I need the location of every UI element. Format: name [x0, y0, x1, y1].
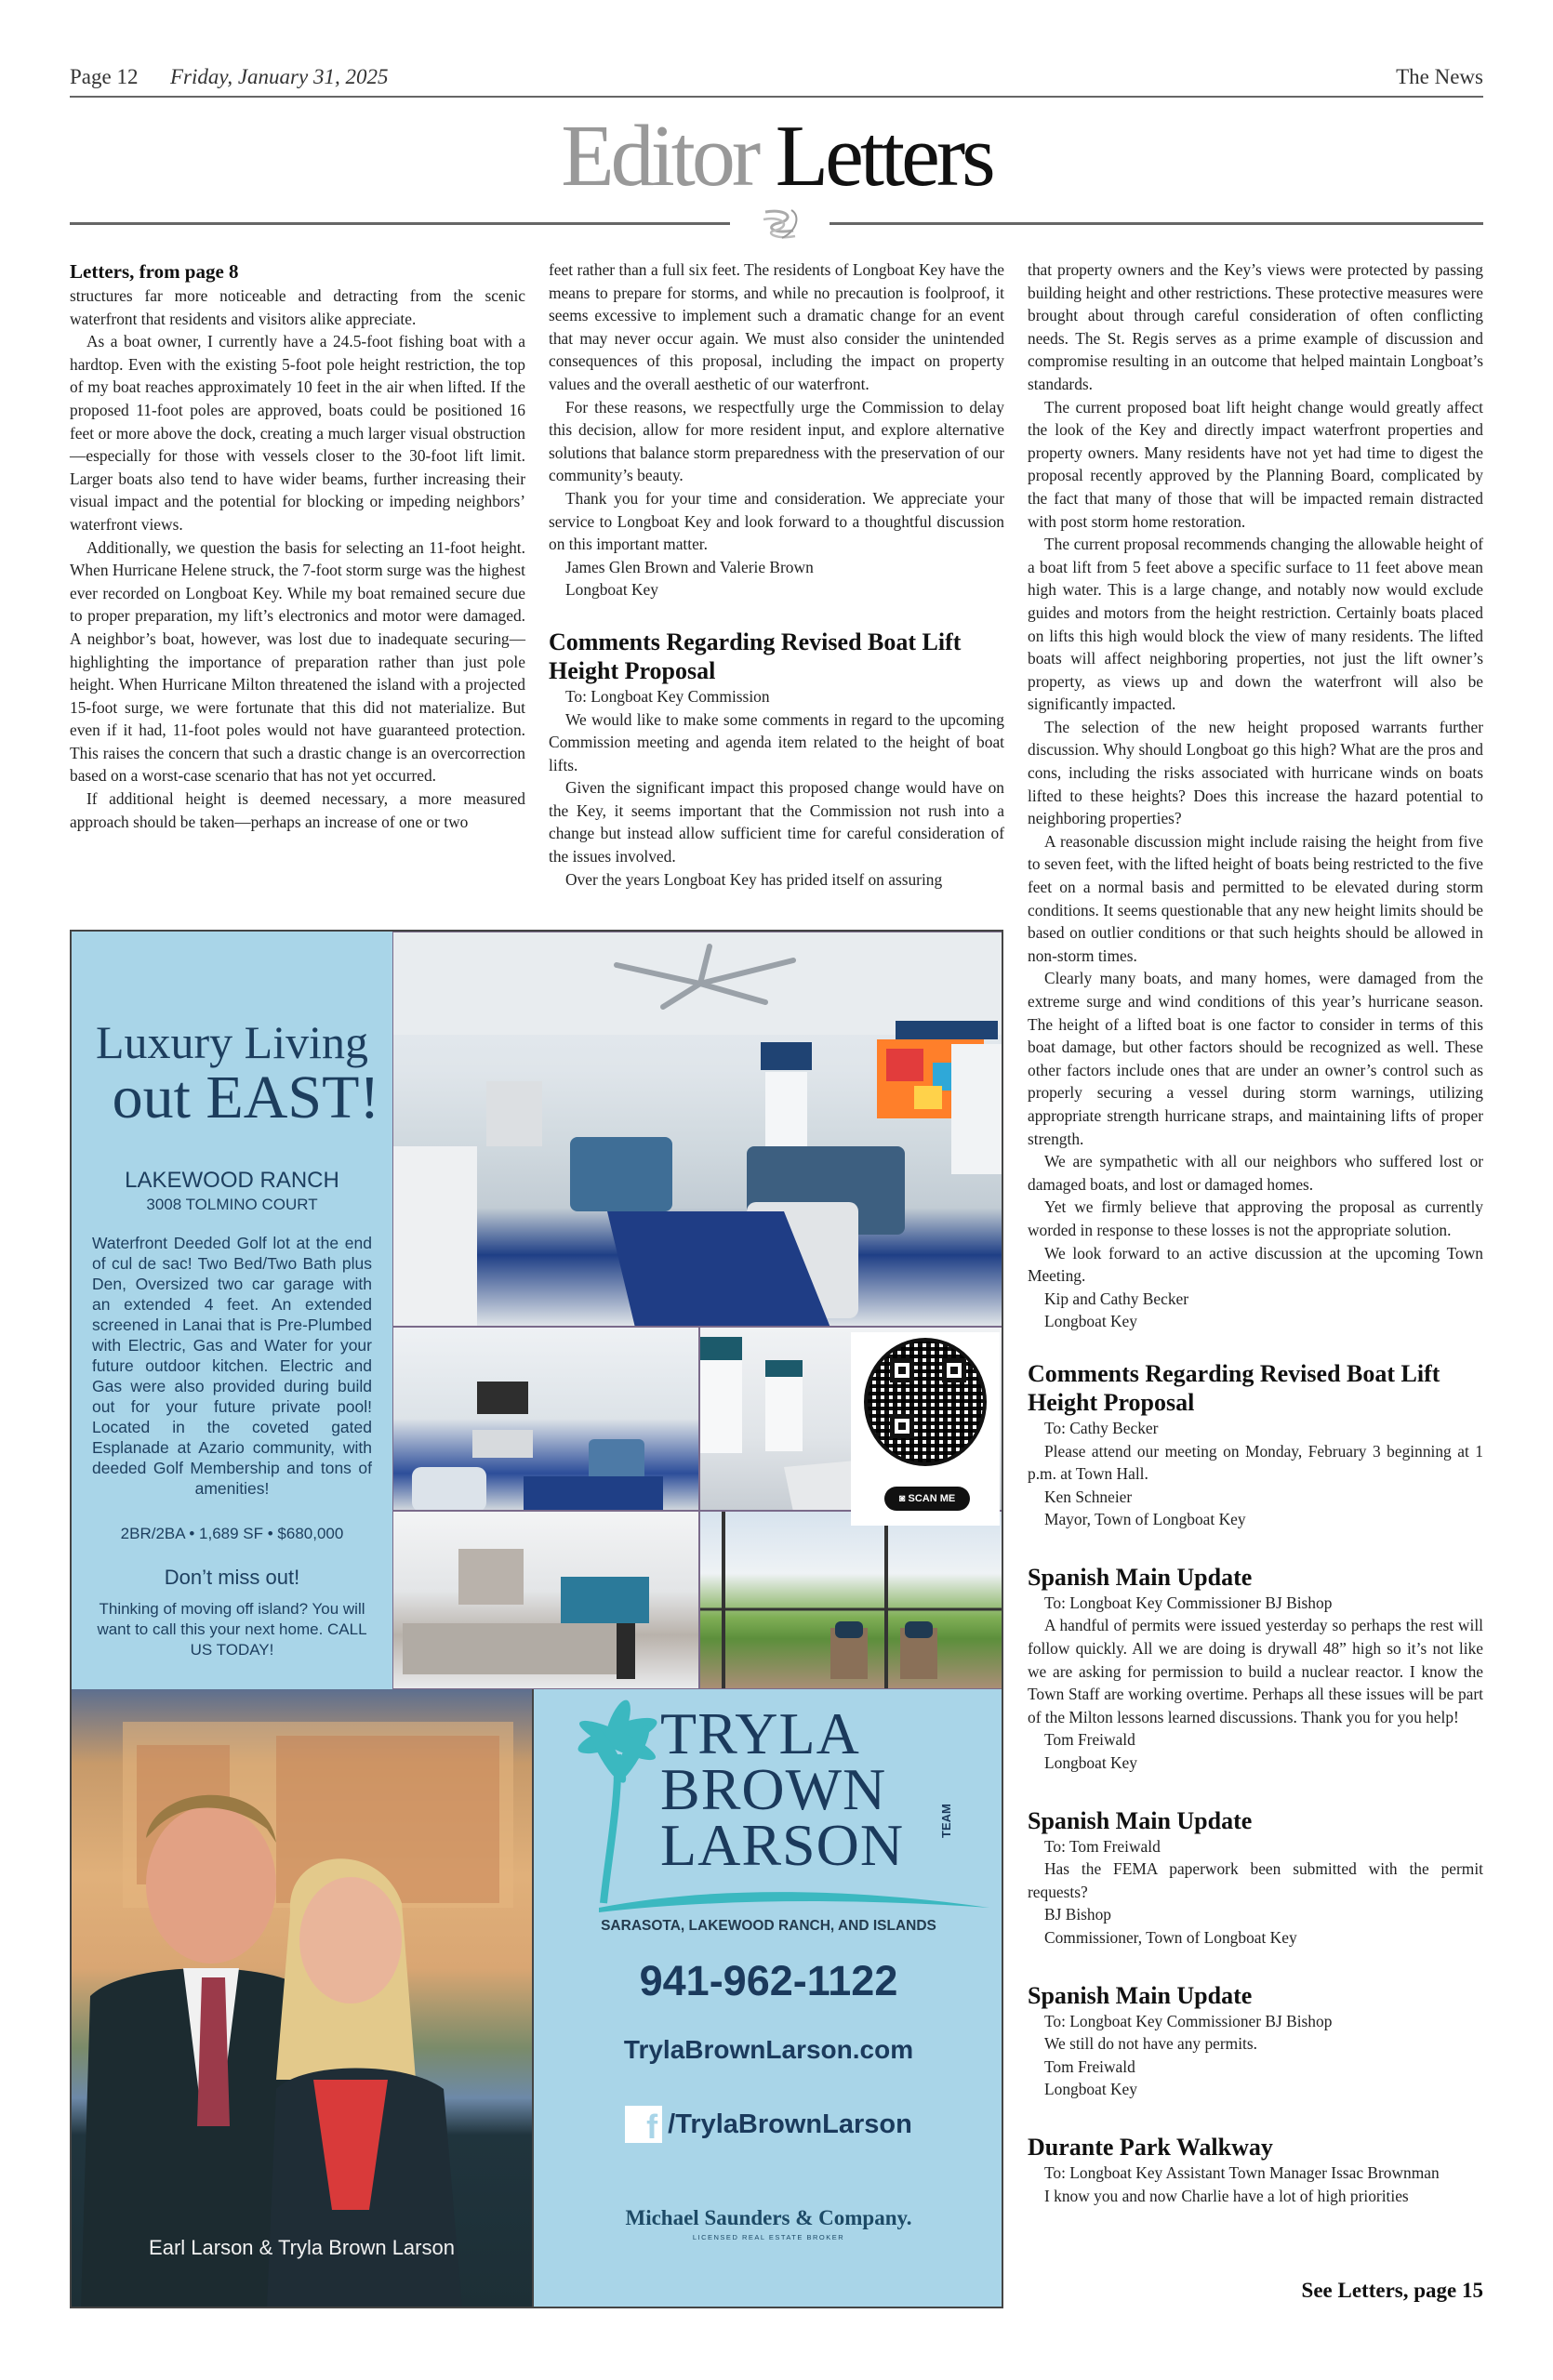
ad-headline-2: out EAST!: [112, 1064, 380, 1131]
body-paragraph: We are sympathetic with all our neighbors who suffered lost or damaged boats, and lost or damaged homes.: [1028, 1152, 1483, 1194]
letter-recipient: To: Tom Freiwald: [1044, 1836, 1161, 1856]
page-number: Page 12: [70, 65, 139, 88]
signature-location: Longboat Key: [1044, 1312, 1137, 1331]
signature-name: Kip and Cathy Becker: [1044, 1289, 1189, 1308]
letter: [1028, 1806, 1483, 1950]
body-paragraph: Clearly many boats, and many homes, were damaged from the extreme surge and wind conditions of this year’s hurricane season. The height of a lifted boat is one factor to consider in terms of this boat damage, but other factors should be recognized as well. These other factors include ones that are under an owner’s control such as properly securing a vessel during storm warnings, utilizing appropriate strength hurricane straps, and maintaining lifts of proper strength.: [1028, 969, 1483, 1148]
facebook-link[interactable]: [534, 2106, 1003, 2146]
letter-headline: Durante Park Walkway: [1028, 2133, 1273, 2161]
letter-recipient: To: Longboat Key Assistant Town Manager Issac Brownman: [1044, 2162, 1440, 2182]
lanai-illustration: [700, 1512, 1003, 1689]
listing-specs: 2BR/2BA • 1,689 SF • $680,000: [120, 1525, 344, 1542]
section-title-light: Editor: [561, 108, 758, 205]
letter: [1028, 1563, 1483, 1775]
body-paragraph: Additionally, we question the basis for selecting an 11-foot height. When Hurricane Helene struck, the 7-foot storm surge was the highest ever recorded on Longboat Key. While my boat remained secure due to proper preparation, my lift’s electronics and motor were damaged. A neighbor’s boat, however, was lost due to inadequate securing—highlighting the importance of preparation rather than just pole height. When Hurricane Milton threatened the island with a projected 15-foot surge, we were fortunate that this did not materialize. But even if it had, 11-foot poles would not have guaranteed protection. This raises the concern that such a drastic change is an overcorrection based on a worst-case scenario that has not yet occurred.: [70, 537, 525, 786]
broker-logo: Michael Saunders & Company.: [625, 2206, 912, 2229]
broker-subtitle: LICENSED REAL ESTATE BROKER: [692, 2233, 845, 2241]
brand-tagline: SARASOTA, LAKEWOOD RANCH, AND ISLANDS: [601, 1918, 936, 1934]
body-paragraph: For these reasons, we respectfully urge the Commission to delay this decision, allow for more resident input, and explore alternative solutions that balance storm preparedness with the preservation of our community’s beauty.: [549, 397, 1004, 485]
signature-name: Ken Schneier: [1044, 1487, 1133, 1506]
letter-headline: Spanish Main Update: [1028, 1806, 1253, 1834]
listing-description: Waterfront Deeded Golf lot at the end of cul de sac! Two Bed/Two Bath plus Den, Oversized two car garage with an extended 4 feet. An extended screened in Lanai that is Pre-Plumbed with Electric, Gas and Water for your future outdoor kitchen. Electric and Gas were also provided during build out for your future private pool! Located in the coveted gated Esplanade at Azario community, with deeded Golf Membership and tons of amenities!: [92, 1234, 372, 1498]
ad-headline: Luxury Living: [95, 1016, 369, 1068]
letter-recipient: To: Cathy Becker: [1044, 1418, 1159, 1437]
camera-icon: ◙: [898, 1493, 909, 1504]
issue-date: Friday, January 31, 2025: [170, 65, 389, 88]
body-paragraph: feet rather than a full six feet. The residents of Longboat Key have the means to prepare for storms, and while no precaution is foolproof, it seems excessive to implement such a dramatic change for an event that may never occur again. We must also consider the unintended consequences of this proposal, including the impact on property values and the overall aesthetic of our waterfront.: [549, 260, 1004, 393]
body-paragraph: The current proposed boat lift height change would greatly affect the look of the Key and directly impact waterfront properties and property owners. Many residents have not yet had time to digest the proposal recently approved by the Planning Board, complicated by the fact that many of those that will be impacted remain distracted with post storm home restoration.: [1028, 397, 1483, 531]
body-paragraph: We still do not have any permits.: [1044, 2034, 1257, 2054]
signature-location: Mayor, Town of Longboat Key: [1044, 1510, 1246, 1529]
letter-recipient: To: Longboat Key Commissioner BJ Bishop: [1044, 1593, 1333, 1612]
body-paragraph: As a boat owner, I currently have a 24.5-foot fishing boat with a hardtop. Even with the existing 5-foot pole height restriction, the top of my boat reaches approximately 10 feet in the air when lifted. If the proposed 11-foot poles are approved, boats could be positioned 16 feet or more above the dock, creating a much larger visual obstruction—especially for those with vessels closer to the 30-foot lift limit. Larger boats also tend to have wider beams, further increasing their visual impact and the potential for blocking or impeding neighbors’ waterfront views.: [70, 332, 525, 534]
body-paragraph: If additional height is deemed necessary, a more measured approach should be taken—perhaps an increase of one or two: [70, 789, 525, 831]
phone-number[interactable]: 941-962-1122: [639, 1957, 898, 2004]
letter: [1028, 1359, 1483, 1531]
divider-left: [70, 222, 730, 225]
family-room-illustration: [393, 1328, 699, 1511]
body-paragraph: structures far more noticeable and detracting from the scenic waterfront that residents and visitors alike appreciate.: [70, 286, 525, 328]
scan-me-label: SCAN ME: [908, 1493, 956, 1504]
letter-headline: Spanish Main Update: [1028, 1981, 1253, 2009]
body-paragraph: A handful of permits were issued yesterday so perhaps the rest will follow quickly. All we are doing is drywall 48” high so it’s not like we are asking for permission to build a nuclear reactor. I know the Town Staff are working overtime. Perhaps all these issues will be part of the Milton lessons learned discussions. Thank you for you help!: [1028, 1616, 1483, 1726]
signature-location: Longboat Key: [1044, 1753, 1137, 1773]
lanai-photo: [699, 1511, 1003, 1689]
letter-recipient: To: Longboat Key Commissioner BJ Bishop: [1044, 2011, 1333, 2030]
body-paragraph: We look forward to an active discussion at the upcoming Town Meeting.: [1028, 1243, 1483, 1286]
body-paragraph: I know you and now Charlie have a lot of high priorities: [1044, 2186, 1409, 2205]
ad-cta: Don’t miss out!: [164, 1566, 300, 1589]
section-title: [0, 110, 1553, 203]
signature-location: Longboat Key: [565, 580, 658, 600]
kitchen-illustration: [393, 1512, 699, 1689]
letter-headline: Comments Regarding Revised Boat Lift Height Proposal: [1028, 1359, 1440, 1416]
body-paragraph: Yet we firmly believe that approving the proposal as currently worded in response to these losses is not the appropriate solution.: [1028, 1197, 1483, 1239]
divider-right: [830, 222, 1483, 225]
signature-location: Commissioner, Town of Longboat Key: [1044, 1928, 1297, 1947]
agents-caption: Earl Larson & Tryla Brown Larson: [149, 2236, 455, 2259]
living-room-photo: [392, 932, 1003, 1327]
swirl-ornament-icon: [737, 206, 821, 244]
ad-cta-body: Thinking of moving off island? You will want to call this your next home. CALL US TODAY!: [97, 1600, 367, 1659]
letter-headline: Comments Regarding Revised Boat Lift Height Proposal: [549, 628, 962, 684]
brand-panel: [534, 1689, 1003, 2308]
continued-jump-link[interactable]: See Letters, page 15: [1301, 2279, 1483, 2302]
body-paragraph: Given the significant impact this proposed change would have on the Key, it seems important that the Commission not rush into a change but instead allow sufficient time for careful consideration of the issues involved.: [549, 778, 1004, 866]
listing-community: LAKEWOOD RANCH: [125, 1168, 339, 1193]
body-paragraph: Over the years Longboat Key has prided itself on assuring: [565, 869, 943, 889]
listing-address: 3008 TOLMINO COURT: [146, 1196, 318, 1213]
living-room-illustration: [393, 932, 1003, 1327]
kitchen-photo: [392, 1511, 699, 1689]
column-3: [1028, 258, 1483, 2207]
jump-kicker: Letters, from page 8: [70, 260, 239, 283]
family-room-photo: [392, 1327, 699, 1511]
logo-line: BROWN: [660, 1756, 887, 1822]
agents-illustration: [72, 1689, 534, 2308]
letter-headline: Spanish Main Update: [1028, 1563, 1253, 1591]
signature-name: Tom Freiwald: [1044, 2056, 1135, 2076]
signature-name: Tom Freiwald: [1044, 1730, 1135, 1750]
scan-me-button[interactable]: [884, 1487, 970, 1511]
letter-recipient: To: Longboat Key Commission: [565, 686, 770, 706]
body-paragraph: We would like to make some comments in regard to the upcoming Commission meeting and agenda item related to the height of boat lifts.: [549, 709, 1004, 774]
running-header: [70, 65, 1483, 97]
body-paragraph: Has the FEMA paperwork been submitted with the permit requests?: [1028, 1859, 1483, 1901]
qr-pattern: [864, 1338, 987, 1466]
logo-line: LARSON: [660, 1812, 905, 1878]
logo-line: TRYLA: [660, 1700, 860, 1766]
brand-logo: [586, 1700, 976, 1906]
real-estate-ad: [70, 930, 1003, 2308]
letter: [1028, 1981, 1483, 2101]
body-paragraph: Thank you for your time and consideration. We appreciate your service to Longboat Key and look forward to a thoughtful discussion on this important matter.: [549, 488, 1004, 554]
publication-name: The News: [1396, 65, 1483, 88]
header-rule: [70, 96, 1483, 98]
qr-finder: [890, 1414, 914, 1438]
section-title-dark: Letters: [775, 108, 992, 205]
body-paragraph: The current proposal recommends changing the allowable height of a boat lift from 5 feet above a specific surface to 11 feet above mean high water. This is a large change, and notably now would exclude guides and motors from the height restriction. Certainly boats placed on lifts this high would block the view of many residents. The lifted boats will affect neighboring properties, not just the lift owner’s property, as views up and down the waterfront will also be significantly impacted.: [1028, 535, 1483, 714]
logo-team: TEAM: [939, 1804, 953, 1838]
signature-name: James Glen Brown and Valerie Brown: [565, 557, 814, 576]
body-paragraph: A reasonable discussion might include raising the height from five to seven feet, with the lifted height of boats being restricted to the five feet on a normal basis and permitted to be elevated during storm conditions. It seems questionable that any new height limits should be based on outlier conditions or that such heights should be allowed in non-storm times.: [1028, 831, 1483, 965]
facebook-handle: /TrylaBrownLarson: [668, 2109, 912, 2139]
signature-name: BJ Bishop: [1044, 1905, 1111, 1924]
column-1: [70, 258, 525, 833]
qr-code[interactable]: [851, 1332, 1000, 1526]
body-paragraph: Please attend our meeting on Monday, February 3 beginning at 1 p.m. at Town Hall.: [1028, 1441, 1483, 1484]
body-paragraph: that property owners and the Key’s views were protected by passing building height and other restrictions. These protective measures were brought about through careful consideration of often conflicting needs. The St. Regis serves as a prime example of discussion and compromise resulting in an outcome that helped maintain Longboat’s standards.: [1028, 260, 1483, 393]
signature-location: Longboat Key: [1044, 2080, 1137, 2099]
column-2: [549, 258, 1004, 891]
letter: [1028, 2133, 1483, 2207]
body-paragraph: The selection of the new height proposed warrants further discussion. Why should Longboat go this high? What are the pros and cons, including the risks associated with hurricane winds on boats lifted to these heights? Does this increase the hazard potential to neighboring properties?: [1028, 717, 1483, 828]
listing-panel: [72, 932, 392, 1689]
qr-finder: [942, 1358, 966, 1382]
facebook-icon: f: [625, 2106, 662, 2143]
qr-finder: [890, 1358, 914, 1382]
website-link[interactable]: TrylaBrownLarson.com: [623, 2035, 914, 2064]
agents-portrait: [72, 1689, 534, 2308]
